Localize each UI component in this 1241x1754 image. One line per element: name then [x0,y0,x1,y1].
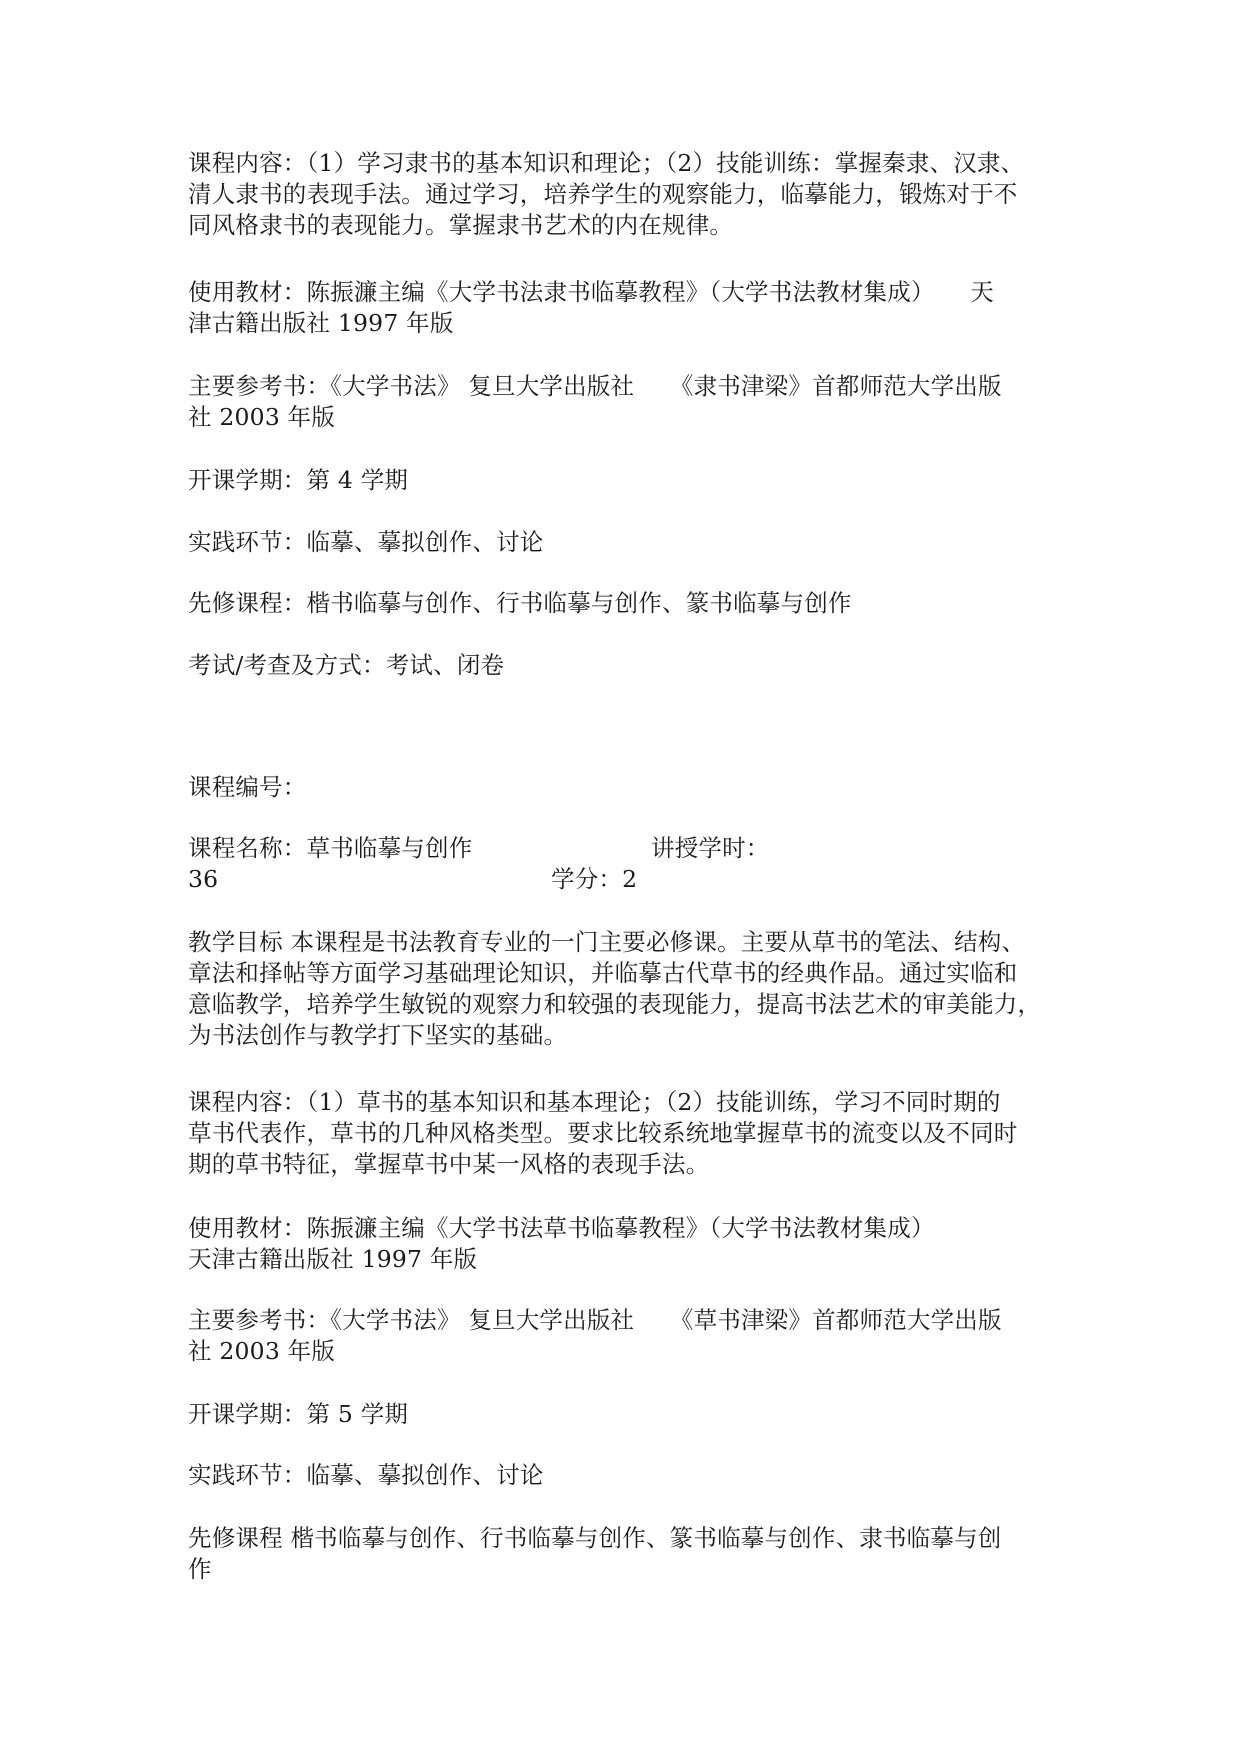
text-line: 主要参考书：《大学书法》 复旦大学出版社 《草书津梁》首都师范大学出版 [188,1306,1002,1334]
references-paragraph [188,371,1068,433]
text-line: 社 2003 年版 [188,403,336,431]
text-line: 教学目标 本课程是书法教育专业的一门主要必修课。主要从草书的笔法、结构、 [188,928,1026,956]
textbook-paragraph [188,277,1068,339]
text-line: 使用教材：陈振濂主编《大学书法草书临摹教程》（大学书法教材集成） [188,1214,935,1242]
text-line: 实践环节：临摹、摹拟创作、讨论 [188,1461,544,1489]
hours-value: 36 [188,865,219,893]
text-line: 课程内容：（1）草书的基本知识和基本理论；（2）技能训练，学习不同时期的 [188,1088,1001,1116]
text-line: 课程编号： [188,773,307,801]
text-line: 草书代表作，草书的几种风格类型。要求比较系统地掌握草书的流变以及不同时 [188,1119,1018,1147]
practice-line [188,1460,1068,1491]
semester-line [188,465,1068,496]
text-line: 天津古籍出版社 1997 年版 [188,1245,478,1273]
text-line: 为书法创作与教学打下坚实的基础。 [188,1021,568,1049]
objectives-paragraph [188,927,1068,1051]
text-line: 开课学期：第 5 学期 [188,1400,409,1428]
exam-line [188,650,1068,681]
semester-line [188,1399,1068,1430]
text-line: 清人隶书的表现手法。通过学习，培养学生的观察能力，临摹能力，锻炼对于不 [188,180,1018,208]
credits: 学分：2 [551,865,638,893]
text-line: 章法和择帖等方面学习基础理论知识，并临摹古代草书的经典作品。通过实临和 [188,959,1018,987]
practice-line [188,527,1068,558]
text-line: 先修课程：楷书临摹与创作、行书临摹与创作、篆书临摹与创作 [188,589,852,617]
text-line: 先修课程 楷书临摹与创作、行书临摹与创作、篆书临摹与创作、隶书临摹与创 [188,1524,1002,1552]
text-line: 主要参考书：《大学书法》 复旦大学出版社 《隶书津梁》首都师范大学出版 [188,372,1002,400]
hours-label: 讲授学时： [651,834,770,862]
course-content-paragraph [188,148,1068,241]
text-line: 期的草书特征，掌握草书中某一风格的表现手法。 [188,1150,710,1178]
text-line: 社 2003 年版 [188,1337,336,1365]
text-line: 开课学期：第 4 学期 [188,466,409,494]
course-content-paragraph [188,1087,1068,1180]
text-line: 课程内容：（1）学习隶书的基本知识和理论；（2）技能训练：掌握秦隶、汉隶、 [188,149,1025,177]
text-line: 实践环节：临摹、摹拟创作、讨论 [188,528,544,556]
text-line: 作 [188,1555,212,1583]
textbook-paragraph [188,1213,1068,1275]
prerequisites-line [188,588,1068,619]
text-line: 考试/考查及方式：考试、闭卷 [188,651,505,679]
prerequisites-paragraph [188,1523,1068,1585]
references-paragraph [188,1305,1068,1367]
text-line: 意临教学，培养学生敏锐的观察力和较强的表现能力，提高书法艺术的审美能力， [188,990,1042,1018]
text-line: 津古籍出版社 1997 年版 [188,309,454,337]
course-name: 课程名称：草书临摹与创作 [188,834,473,862]
course-number-line [188,772,1068,803]
text-line: 同风格隶书的表现能力。掌握隶书艺术的内在规律。 [188,211,734,239]
text-line: 使用教材：陈振濂主编《大学书法隶书临摹教程》（大学书法教材集成） 天 [188,278,994,306]
